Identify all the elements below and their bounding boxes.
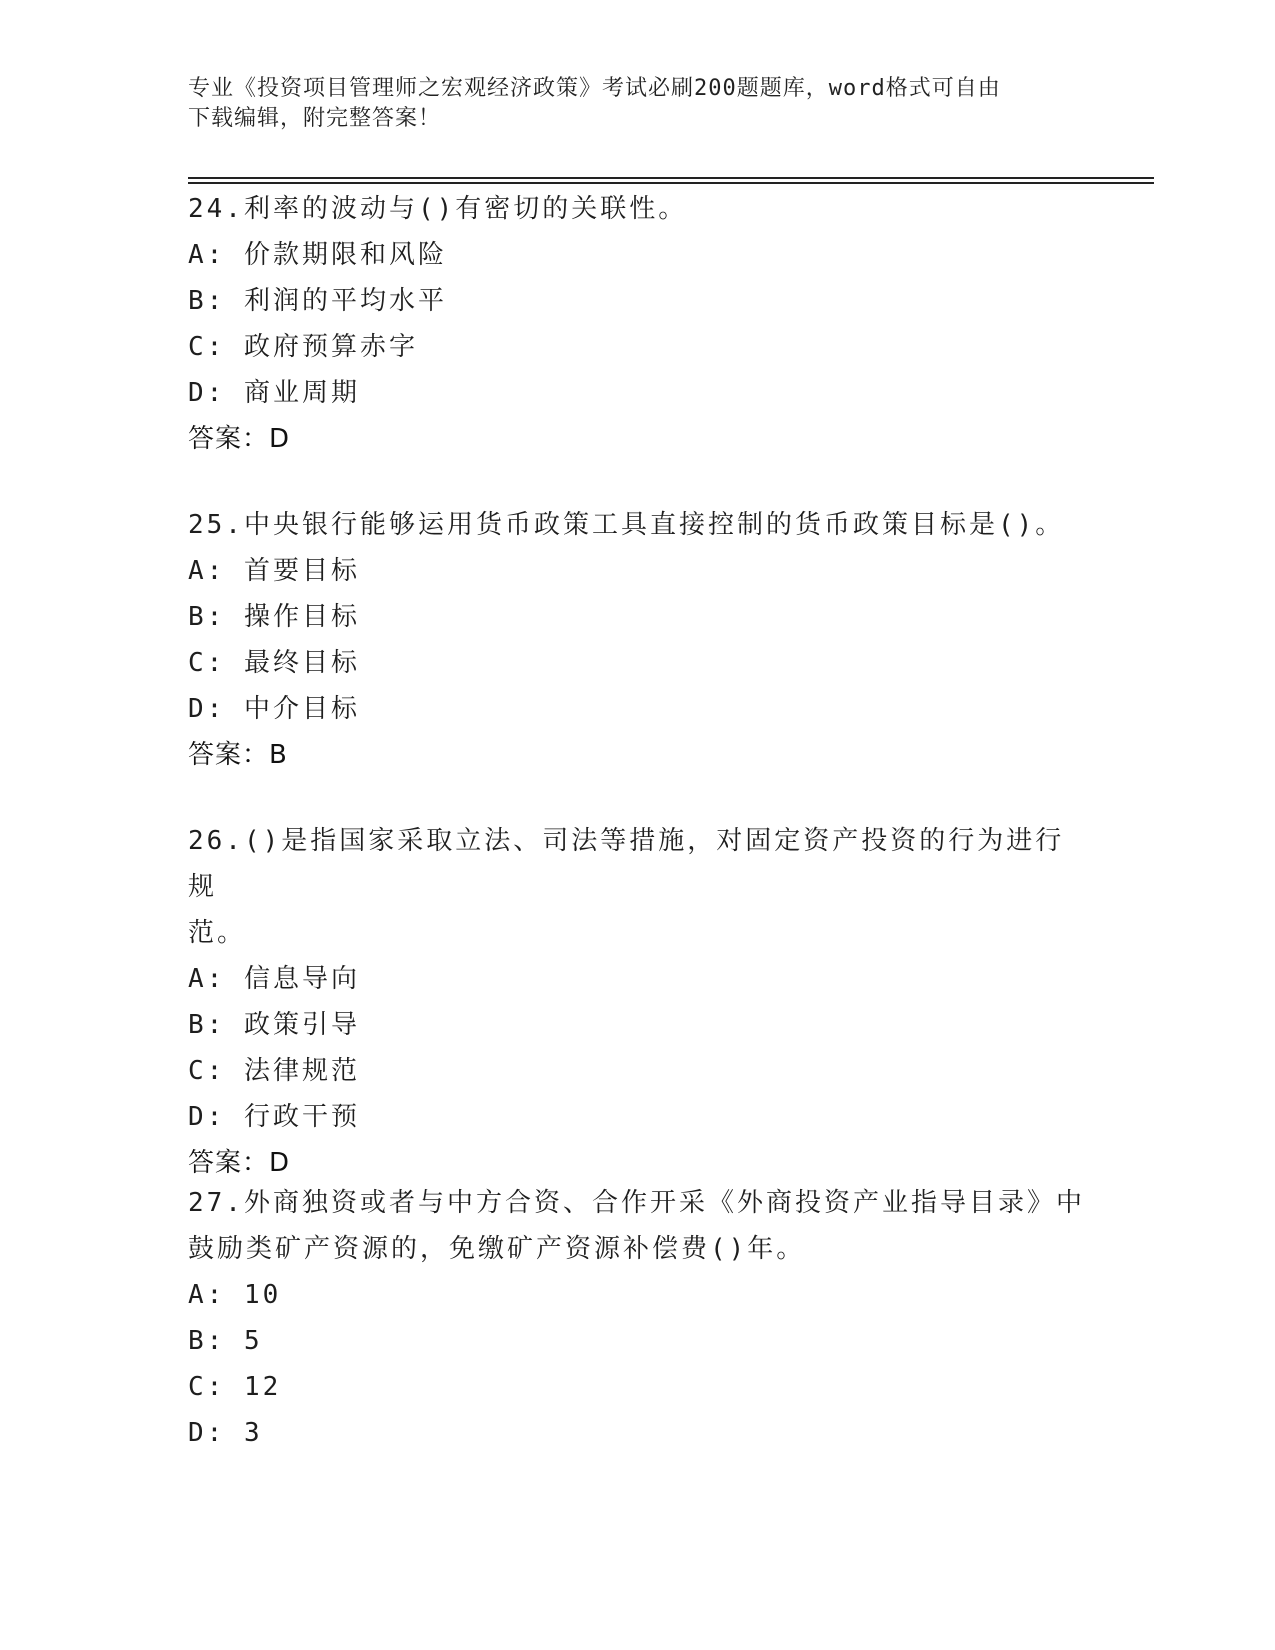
document-header (188, 74, 1068, 134)
option-d: D: 3 (188, 1418, 263, 1448)
option-a: A: 10 (188, 1280, 282, 1310)
option-b: B: 操作目标 (188, 602, 360, 632)
question-25 (188, 502, 1088, 778)
answer: 答案：B (188, 740, 288, 770)
question-26 (188, 818, 1088, 1186)
answer: 答案：D (188, 424, 291, 454)
question-stem: 24.利率的波动与()有密切的关联性。 (188, 194, 688, 224)
header-line-2: 下载编辑，附完整答案！ (188, 106, 442, 131)
option-b: B: 5 (188, 1326, 263, 1356)
question-stem-line-2: 范。 (188, 918, 247, 948)
option-a: A: 信息导向 (188, 964, 360, 994)
option-d: D: 行政干预 (188, 1102, 360, 1132)
header-line-1: 专业《投资项目管理师之宏观经济政策》考试必刷200题题库，word格式可自由 (188, 76, 1001, 101)
option-b: B: 利润的平均水平 (188, 286, 447, 316)
question-stem-line-1: 27.外商独资或者与中方合资、合作开采《外商投资产业指导目录》中 (188, 1188, 1085, 1218)
question-27 (188, 1180, 1088, 1456)
option-d: D: 商业周期 (188, 378, 360, 408)
header-divider-top (188, 177, 1154, 179)
question-stem: 25.中央银行能够运用货币政策工具直接控制的货币政策目标是()。 (188, 510, 1065, 540)
option-d: D: 中介目标 (188, 694, 360, 724)
option-a: A: 首要目标 (188, 556, 360, 586)
answer: 答案：D (188, 1148, 291, 1178)
option-b: B: 政策引导 (188, 1010, 360, 1040)
option-a: A: 价款期限和风险 (188, 240, 447, 270)
option-c: C: 12 (188, 1372, 282, 1402)
option-c: C: 政府预算赤字 (188, 332, 418, 362)
question-stem-line-2: 鼓励类矿产资源的，免缴矿产资源补偿费()年。 (188, 1234, 806, 1264)
option-c: C: 法律规范 (188, 1056, 360, 1086)
question-24 (188, 186, 1088, 462)
header-divider-bottom (188, 182, 1154, 184)
option-c: C: 最终目标 (188, 648, 360, 678)
question-stem-line-1: 26.()是指国家采取立法、司法等措施，对固定资产投资的行为进行规 (188, 826, 1065, 902)
